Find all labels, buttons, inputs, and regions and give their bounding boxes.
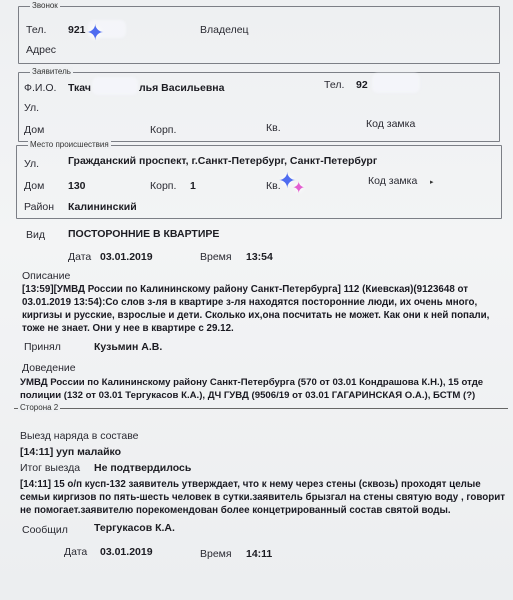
date1-label: Дата — [68, 251, 92, 263]
time1-value: 13:54 — [246, 251, 273, 263]
notification-text — [20, 376, 513, 402]
incident-apt-label: Кв. — [266, 180, 281, 192]
incident-building-value: 1 — [190, 180, 196, 192]
star-sticker-icon: ✦ — [86, 20, 105, 45]
incident-house-label: Дом — [24, 180, 45, 192]
reported-value: Тергукасов К.А. — [94, 522, 175, 534]
dropdown-arrow-icon[interactable]: ▸ — [430, 179, 434, 186]
side2-separator — [14, 408, 508, 409]
notification-line: УМВД России по Калининскому району Санкт-Петербурга (570 от 03.01 Кондрашова К.Н.), 15 отде — [20, 377, 484, 388]
call-tel-label: Тел. — [26, 24, 47, 36]
dispatch-label: Выезд наряда в составе — [20, 430, 139, 442]
star-sticker-icon: ✦ — [292, 180, 306, 197]
result-text — [20, 478, 513, 517]
description-label: Описание — [22, 270, 71, 282]
applicant-street-label: Ул. — [24, 102, 40, 114]
description-line: тоже не знает. Они у нее в квартире с 29.12. — [22, 323, 234, 334]
incident-building-label: Корп. — [150, 180, 177, 192]
applicant-tel-value: 92 — [356, 79, 368, 91]
applicant-fio-label: Ф.И.О. — [24, 82, 57, 94]
applicant-house-label: Дом — [24, 124, 45, 136]
accepted-value: Кузьмин А.В. — [94, 341, 163, 353]
result-line: семьи киргизов по пять-шесть человек в сутки.заявитель брызгал на стены святую воду , говорит — [20, 492, 506, 503]
incident-street-value: Гражданский проспект, г.Санкт-Петербург, Санкт-Петербург — [68, 155, 378, 167]
applicant-tel-label: Тел. — [324, 79, 345, 91]
applicant-box-title: Заявитель — [32, 67, 71, 76]
applicant-fio-redaction — [92, 77, 138, 95]
applicant-fio-value-start: Ткач — [68, 82, 91, 94]
incident-lock-label: Код замка — [368, 175, 418, 187]
call-box-title: Звонок — [32, 1, 58, 10]
time1-label: Время — [200, 251, 232, 263]
applicant-fio-value-end: лья Васильевна — [139, 82, 225, 94]
description-line: киргизы и русские, взрослые и дети. Сколько их,она посчитать не может. Как они к ней попали, — [22, 310, 490, 321]
result-line: [14:11] 15 о/п кусп-132 заявитель утверждает, что к нему через стены (сквозь) проходят целые — [20, 479, 481, 490]
applicant-lock-label: Код замка — [366, 118, 416, 130]
notification-line: полиции (132 от 03.01 Тергукасов К.А.), ДЧ ГУВД (9506/19 от 03.01 ГАГАРИНСКАЯ О.А.), БСТМ (?) — [20, 390, 476, 401]
time2-label: Время — [200, 548, 232, 560]
incident-street-label: Ул. — [24, 158, 40, 170]
applicant-tel-redaction — [372, 73, 420, 93]
result-value: Не подтвердилось — [94, 462, 192, 474]
side2-label: Сторона 2 — [20, 403, 59, 412]
call-tel-value: 921 — [68, 24, 86, 36]
call-address-label: Адрес — [26, 44, 57, 56]
incident-place-box-title: Место происшествия — [30, 140, 109, 149]
type-label: Вид — [26, 229, 45, 241]
applicant-building-label: Корп. — [150, 124, 177, 136]
reported-label: Сообщил — [22, 524, 68, 536]
dispatch-value: [14:11] ууп малайко — [20, 446, 122, 458]
incident-district-label: Район — [24, 201, 54, 213]
description-line: 03.01.2019 13:54):Со слов з-ля в квартире з-ля находятся посторонние люди, их очень много, — [22, 297, 478, 308]
incident-house-value: 130 — [68, 180, 86, 192]
result-line: не помогает.заявителю порекомендован более концетрированный состав святой воды. — [20, 505, 451, 516]
call-owner-label: Владелец — [200, 24, 249, 36]
description-line: [13:59][УМВД России по Калининскому району Санкт-Петербурга] 112 (Киевская)(9123648 от — [22, 284, 469, 295]
date2-label: Дата — [64, 546, 88, 558]
incident-district-value: Калининский — [68, 201, 137, 213]
time2-value: 14:11 — [246, 548, 273, 560]
star-sticker-icon: ✦ — [278, 168, 297, 193]
notification-label: Доведение — [22, 362, 76, 374]
date2-value: 03.01.2019 — [100, 546, 153, 558]
applicant-apt-label: Кв. — [266, 122, 281, 134]
type-value: ПОСТОРОННИЕ В КВАРТИРЕ — [68, 228, 220, 240]
result-label: Итог выезда — [20, 462, 81, 474]
accepted-label: Принял — [24, 341, 61, 353]
date1-value: 03.01.2019 — [100, 251, 153, 263]
description-text — [22, 283, 489, 335]
